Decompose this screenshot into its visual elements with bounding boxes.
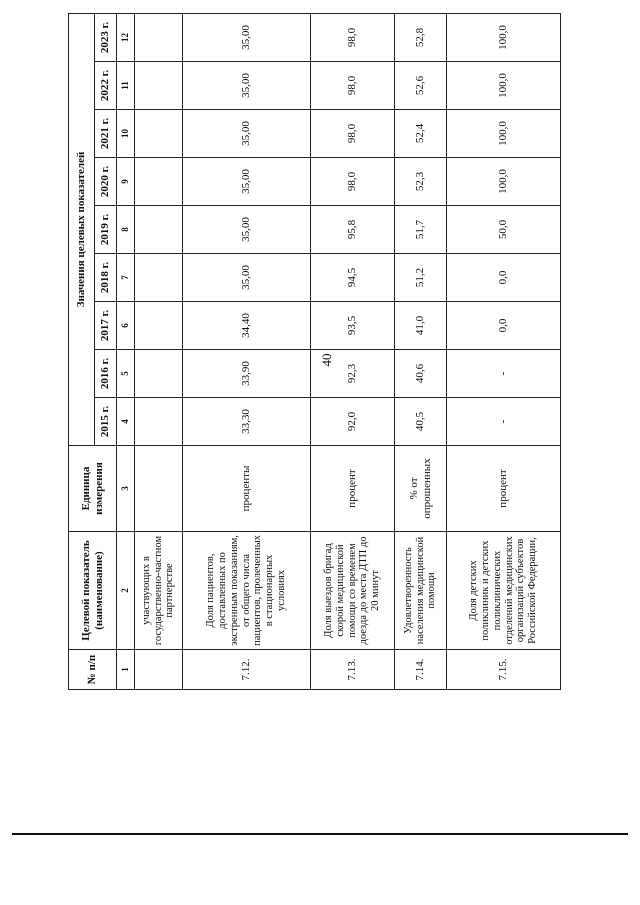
row-value: 98,0 [311,13,395,61]
column-number: 12 [117,13,135,61]
row-indicator: Доля выездов бригад скорой медицинской помощи со временем доезда до места ДТП до 20 минут [311,532,395,650]
row-value: 50,0 [447,206,561,254]
row-value: 51,2 [395,254,447,302]
row-value: 35,00 [183,158,311,206]
column-number: 5 [117,350,135,398]
row-value [135,398,183,446]
header-year: 2018 г. [95,254,117,302]
row-value [135,350,183,398]
row-value: 100,0 [447,13,561,61]
header-unit: Единица измерения [69,446,117,532]
column-number: 1 [117,650,135,690]
column-number: 3 [117,446,135,532]
header-year: 2019 г. [95,206,117,254]
row-value [135,254,183,302]
row-unit: проценты [183,446,311,532]
row-value: 100,0 [447,110,561,158]
row-value: 35,00 [183,62,311,110]
header-year: 2020 г. [95,158,117,206]
row-value: 52,4 [395,110,447,158]
row-num [135,650,183,690]
row-value: 94,5 [311,254,395,302]
row-value [135,302,183,350]
header-values-group: Значения целевых показателей [69,13,95,445]
row-indicator: Удовлетворенность населения медицинской помощи [395,532,447,650]
header-year: 2023 г. [95,13,117,61]
row-value: 52,6 [395,62,447,110]
column-number: 2 [117,532,135,650]
header-year: 2015 г. [95,398,117,446]
row-value: 35,00 [183,254,311,302]
column-number: 7 [117,254,135,302]
row-value: 51,7 [395,206,447,254]
column-number: 10 [117,110,135,158]
column-number: 8 [117,206,135,254]
row-value: 35,00 [183,13,311,61]
row-value: 92,0 [311,398,395,446]
header-year: 2017 г. [95,302,117,350]
header-indicator: Целевой показатель (наименование) [69,532,117,650]
column-number: 6 [117,302,135,350]
table-row [183,13,311,689]
row-unit: процент [447,446,561,532]
row-value: 95,8 [311,206,395,254]
row-value: 52,8 [395,13,447,61]
table-row [135,13,183,689]
row-value: 100,0 [447,62,561,110]
row-value: 92,3 [311,350,395,398]
header-num: № п/п [69,650,117,690]
row-value: 0,0 [447,302,561,350]
header-year: 2021 г. [95,110,117,158]
column-number: 11 [117,62,135,110]
row-value [135,158,183,206]
row-value [135,62,183,110]
row-value: 98,0 [311,110,395,158]
indicators-table [68,13,561,690]
row-unit: % от опрошенных [395,446,447,532]
bottom-rule [12,833,628,835]
row-value: 98,0 [311,158,395,206]
column-number: 9 [117,158,135,206]
row-indicator: Доля детских поликлиник и детских поликлинических отделений медицинских организаций субъектов Российской Федерации, [447,532,561,650]
table-row [311,13,395,689]
row-value: 93,5 [311,302,395,350]
row-value: 100,0 [447,158,561,206]
row-value: 33,90 [183,350,311,398]
row-num: 7.12. [183,650,311,690]
header-year: 2022 г. [95,62,117,110]
row-value: - [447,350,561,398]
row-value: 0,0 [447,254,561,302]
row-value: 35,00 [183,110,311,158]
row-value [135,110,183,158]
row-num: 7.13. [311,650,395,690]
row-value: 40,6 [395,350,447,398]
row-indicator: Доля пациентов, доставленных по экстренным показаниям, от общего числа пациентов, пролеченных в стационарных условиях [183,532,311,650]
row-value [135,13,183,61]
row-unit: процент [311,446,395,532]
row-num: 7.15. [447,650,561,690]
row-value: 52,3 [395,158,447,206]
header-year: 2016 г. [95,350,117,398]
column-number: 4 [117,398,135,446]
row-value: 33,30 [183,398,311,446]
row-value: 34,40 [183,302,311,350]
row-value: - [447,398,561,446]
row-num: 7.14. [395,650,447,690]
row-value: 41,0 [395,302,447,350]
row-unit [135,446,183,532]
row-indicator: участвующих в государственно-частном партнерстве [135,532,183,650]
table-row [395,13,447,689]
page-number: 40 [319,353,334,367]
table-row [447,13,561,689]
row-value: 35,00 [183,206,311,254]
row-value [135,206,183,254]
row-value: 98,0 [311,62,395,110]
rotated-table-wrapper [68,18,560,690]
row-value: 40,5 [395,398,447,446]
rotated-table-inner [68,18,560,690]
